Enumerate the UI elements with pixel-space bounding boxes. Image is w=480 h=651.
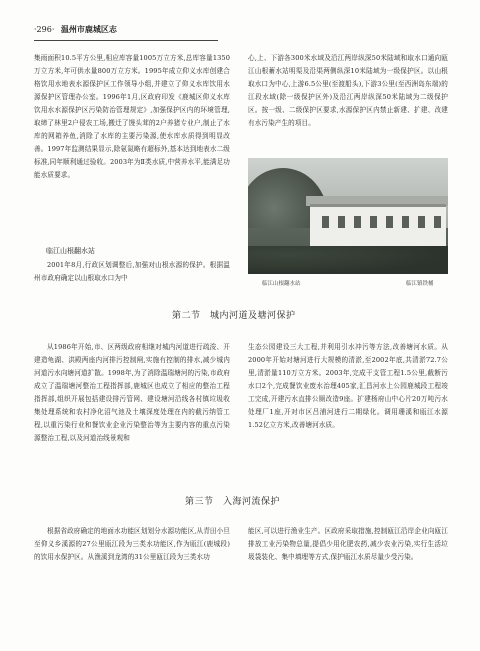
section-3-right-column: 能区,可以进行渔业生产。区政府采取措施,控制瓯江沿岸企业向瓯江排放工业污染物总量,提倡少用化肥农药,减少农业污染,实行生活垃圾袋装化、集中填埋等方式,保护瓯江水质尽量少受污染。 [248,527,448,561]
section-3-left-column: 根据省政府确定的地面水功能区划划分水源功能区,从青田小旦至仰义乡溪源的27公里瓯江段为三类水功能区,作为瓯江(鹿城段)的饮用水保护区。从渔溪到龙湾的31公里瓯江段为三类水功 [34,527,230,561]
photo-caption-right: 临江镇铁桶 [406,281,434,287]
subsection-heading: 临江山根翻水站 [46,247,95,255]
top-left-paragraph-2: 2001年8月,行政区划调整后,加强对山根水源的保护。根据温州市政府确定以山根取水口为中 [34,261,230,282]
window [434,216,441,228]
section-3-title: 第三节 入海河流保护 [185,497,281,507]
page-header [34,24,117,35]
photo-pumping-station [248,158,448,274]
window [338,216,345,228]
top-left-paragraph-1: 集雨面积10.5平方公里,相应库容量1005万立方米,总库容量1350万立方米,年可供水量800万立方米。1995年成立仰义水库创建合格饮用水地表水源保护区工作领导小组,并建立了仰义水库饮用水源保护区管理办公室。1996年1月,区政府印发《鹿城区仰义水库饮用水水源保护区污染防治管理规定》,加强保护区内的环境管理,取缔了林里2户侵农工场,搬迁了馒头茸的2户养猪专业户,制止了水库的网箱养鱼,消除了水库的主要污染源,使水库水质得到明显改善。1997年监测结果显示,除氨氮略有超标外,基本达到地表水二级标准,同年顺利通过验收。2003年为Ⅱ类水质,中营养水平,能满足功能水质要求。 [34,54,230,179]
section-2-right-column: 生态公园建设三大工程,并利用引水冲污等方法,改善塘河水质。从2000年开始对塘河进行大规模的清淤,至2002年底,共清淤72.7公里,清淤量110万立方米。2003年,完成干支管工程1.5公里,截断污水口2个,完成餐饮业废水治理405家,汇昌河水上公园鹿城段工程竣工完成,开建污水直排公厕改造9座。扩建杨府山中心片20万吨污水处理厂1座,开对市区吕浦河进行二期绿化。调用珊溪和瓯江水源1.52亿立方米,改善塘河水质。 [248,343,448,429]
header-rule [34,40,218,41]
window [322,216,329,228]
window [386,216,393,228]
window [370,216,377,228]
top-right-paragraph: 心,上、下游各300米水域及沿江两岸纵深50米陆域和取水口通向瓯江山根蓄水站明渠及沿渠两侧纵深10米陆域为一级保护区。以山根取水口为中心,上游6.5公里(至渡船头),下游3公里(至西洲岛东端)的江段水域(除一级保护区外)及沿江两岸纵深50米陆域为二级保护区。按一级、二级保护区要求,水源保护区内禁止新建、扩建、改建有水污染产生的项目。 [248,54,448,127]
page-number: ·296· [34,25,55,34]
window [402,216,409,228]
photo-caption-left: 临江山根翻水站 [262,281,301,287]
section-2-title: 第二节 城内河道及塘河保护 [172,311,296,321]
window [354,216,361,228]
shrubs [248,246,448,274]
book-title: 温州市鹿城区志 [60,24,117,34]
section-2-left-column: 从1986年开始,市、区两级政府相继对城内河道进行疏浚、开建造龟湖、洪殿两座内河排污控制闸,实施有控制的排水,减少城内河道污水向塘河道扩散。1998年,为了消除温瑞塘河的污染,市政府成立了温瑞塘河整治工程指挥部,鹿城区也成立了相应的整治工程指挥部,组织开展包括建设排污管网、建设塘河沿线各村镇垃圾收集处理系统和农村净化沼气池及土壤深度处理在内的截污纳管工程,以重污染行业和餐饮业企业污染整治等为主要内容的重点污染源整治工程,以及河道治线景观和 [34,343,230,442]
building [310,204,446,251]
window [418,216,425,228]
